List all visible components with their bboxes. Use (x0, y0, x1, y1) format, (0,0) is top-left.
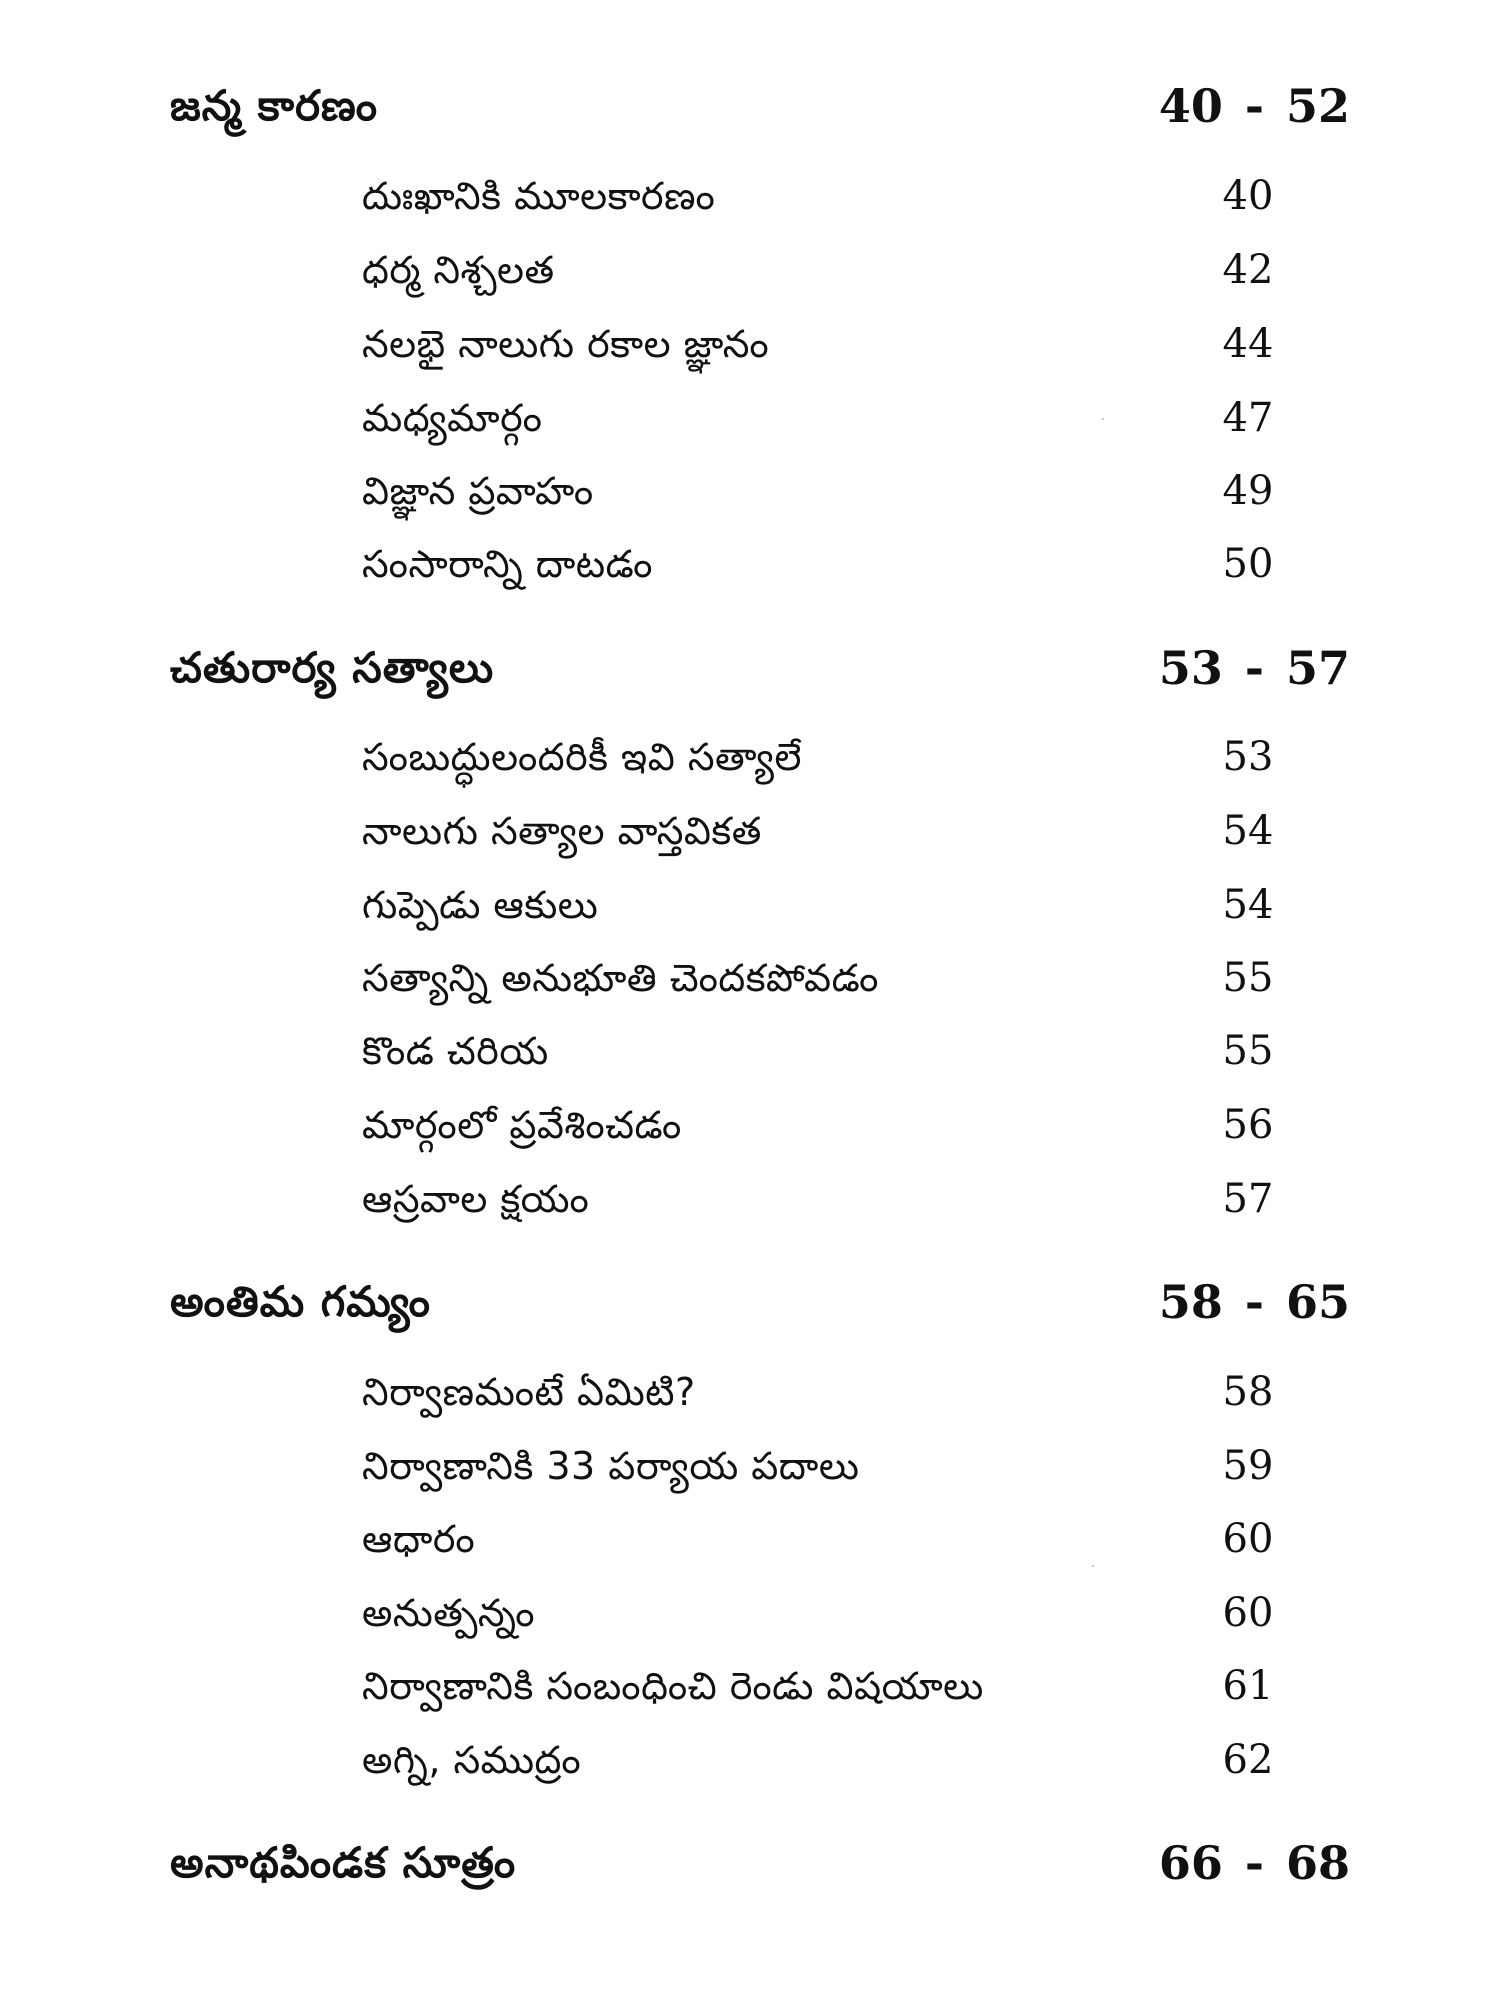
entry-page-number: 60 (1222, 1516, 1274, 1562)
entry-page-number: 58 (1222, 1369, 1274, 1415)
entry-title: సంసారాన్ని దాటడం (362, 542, 653, 586)
entry-page-number: 50 (1222, 541, 1274, 587)
section-page-range: 58 - 65 (1158, 1275, 1350, 1329)
entry-title: నాలుగు సత్యాల వాస్తవికత (362, 809, 762, 853)
section-title: అంతిమ గమ్యం (170, 1277, 431, 1326)
section-title: అనాథపిండక సూత్రం (170, 1838, 517, 1887)
entry-page-number: 47 (1222, 395, 1274, 441)
entry-page-number: 40 (1222, 173, 1274, 219)
entry-title: నిర్వాణానికి సంబంధించి రెండు విషయాలు (362, 1664, 984, 1708)
entry-page-number: 60 (1222, 1590, 1274, 1636)
entry-page-number: 55 (1222, 955, 1274, 1001)
entry-title: మార్గంలో ప్రవేశించడం (362, 1103, 682, 1147)
section-page-range: 66 - 68 (1158, 1836, 1350, 1890)
section-title: చతురార్య సత్యాలు (170, 643, 495, 692)
entry-title: మధ్యమార్గం (362, 396, 543, 440)
entry-page-number: 61 (1222, 1663, 1274, 1709)
entry-title: సత్యాన్ని అనుభూతి చెందకపోవడం (362, 956, 879, 1000)
entry-title: ధర్మ నిశ్చలత (362, 248, 555, 292)
entry-page-number: 56 (1222, 1102, 1274, 1148)
entry-page-number: 42 (1222, 247, 1274, 293)
entry-title: దుఃఖానికి మూలకారణం (362, 174, 716, 218)
entry-title: అనుత్పన్నం (362, 1591, 536, 1635)
entry-page-number: 44 (1222, 321, 1274, 367)
entry-title: నలభై నాలుగు రకాల జ్ఞానం (362, 322, 770, 366)
section-title: జన్మ కారణం (170, 81, 378, 130)
entry-title: నిర్వాణానికి 33 పర్యాయ పదాలు (362, 1444, 860, 1488)
entry-title: సంబుద్ధులందరికీ ఇవి సత్యాలే (362, 735, 802, 779)
section-page-range: 53 - 57 (1158, 641, 1350, 695)
entry-page-number: 49 (1222, 468, 1274, 514)
section-page-range: 40 - 52 (1158, 79, 1350, 133)
entry-page-number: 53 (1222, 734, 1274, 780)
scan-speck (1092, 1565, 1094, 1567)
entry-title: ఆధారం (362, 1517, 476, 1561)
entry-page-number: 55 (1222, 1028, 1274, 1074)
entry-title: ఆస్రవాల క్షయం (362, 1177, 590, 1221)
entry-page-number: 54 (1222, 882, 1274, 928)
entry-title: నిర్వాణమంటే ఏమిటి? (362, 1370, 696, 1414)
scan-speck (1102, 418, 1104, 420)
entry-title: విజ్ఞాన ప్రవాహం (362, 469, 594, 513)
entry-title: అగ్ని, సముద్రం (362, 1738, 582, 1782)
entry-page-number: 59 (1222, 1443, 1274, 1489)
entry-page-number: 62 (1222, 1737, 1274, 1783)
entry-title: గుప్పెడు ఆకులు (362, 883, 599, 927)
entry-page-number: 57 (1222, 1176, 1274, 1222)
entry-page-number: 54 (1222, 808, 1274, 854)
entry-title: కొండ చరియ (362, 1029, 549, 1073)
